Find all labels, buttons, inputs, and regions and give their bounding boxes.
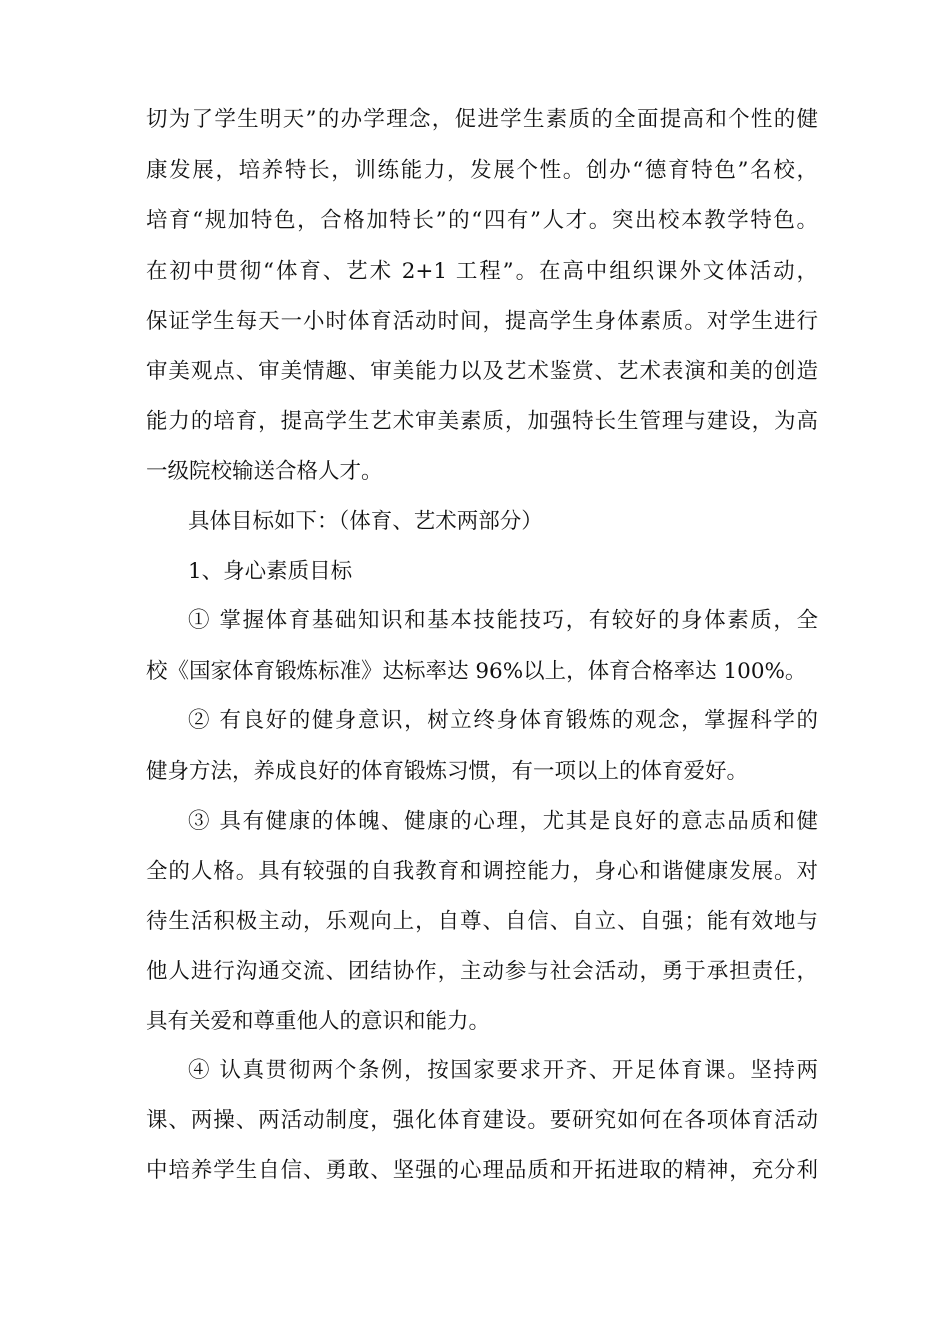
text-line: 能力的培育，提高学生艺术审美素质，加强特长生管理与建设，为高: [146, 409, 818, 434]
section-heading: 1、身心素质目标: [188, 559, 353, 584]
text-line: 健身方法，养成良好的体育锻炼习惯，有一项以上的体育爱好。: [146, 759, 749, 784]
text-line: 保证学生每天一小时体育活动时间，提高学生身体素质。对学生进行: [146, 309, 818, 334]
text-line: 具体目标如下：（体育、艺术两部分）: [188, 509, 543, 534]
text-line: 切为了学生明天”的办学理念，促进学生素质的全面提高和个性的健: [146, 107, 818, 132]
text-line: ② 有良好的健身意识，树立终身体育锻炼的观念，掌握科学的: [188, 708, 818, 733]
text-line: 培育“规加特色，合格加特长”的“四有”人才。突出校本教学特色。: [146, 208, 818, 233]
text-line: ③ 具有健康的体魄、健康的心理，尤其是良好的意志品质和健: [188, 809, 818, 834]
text-line: 课、两操、两活动制度，强化体育建设。要研究如何在各项体育活动: [146, 1108, 818, 1133]
text-line: 中培养学生自信、勇敢、坚强的心理品质和开拓进取的精神，充分利: [146, 1158, 818, 1183]
text-line: 全的人格。具有较强的自我教育和调控能力，身心和谐健康发展。对: [146, 859, 818, 884]
text-line: 他人进行沟通交流、团结协作，主动参与社会活动，勇于承担责任，: [146, 959, 818, 984]
text-line: 一级院校输送合格人才。: [146, 459, 383, 484]
text-line: ① 掌握体育基础知识和基本技能技巧，有较好的身体素质，全: [188, 608, 818, 633]
text-line: 在初中贯彻“体育、艺术 2+1 工程”。在高中组织课外文体活动，: [146, 259, 818, 284]
text-line: 康发展，培养特长，训练能力，发展个性。创办“德育特色”名校，: [146, 158, 818, 183]
text-line: 审美观点、审美情趣、审美能力以及艺术鉴赏、艺术表演和美的创造: [146, 359, 818, 384]
text-line: ④ 认真贯彻两个条例，按国家要求开齐、开足体育课。坚持两: [188, 1058, 818, 1083]
text-line: 具有关爱和尊重他人的意识和能力。: [146, 1009, 491, 1034]
text-line: 校《国家体育锻炼标准》达标率达 96%以上，体育合格率达 100%。: [146, 659, 807, 684]
text-line: 待生活积极主动，乐观向上，自尊、自信、自立、自强；能有效地与: [146, 909, 818, 934]
